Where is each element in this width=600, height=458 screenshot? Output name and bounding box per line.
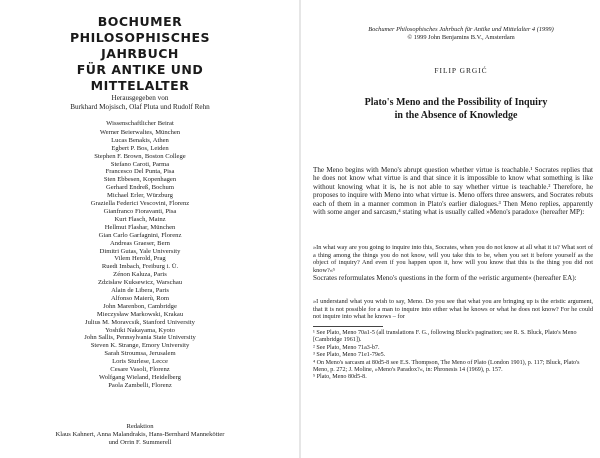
article-title-line: Plato's Meno and the Possibility of Inquiry [364,97,548,108]
board-member: Ruedi Imbach, Freiburg i. Ü. [101,263,179,271]
footnote: ⁴ On Meno's sarcasm at 80d5-8 see E.S. Thompson, The Meno of Plato (London 1901), p. 117; Bluck, Plato's Meno, p. 272; J. Moline, »Meno's Paradox?«, in: Phronesis 14 (1969), p. 157. [313,359,580,374]
board-member: Alain de Libera, Paris [111,287,169,295]
journal-title-line: BOCHUMER [97,14,183,29]
right-page [301,0,600,458]
board-member: Dimitri Gutas, Yale University [99,247,181,255]
board-member: Gianfranco Fioravanti, Pisa [103,207,177,215]
board-member: Zdzisław Kuksewicz, Warschau [97,279,183,287]
article-title [321,96,591,122]
board-member: Gerhard Endreß, Bochum [106,184,174,192]
journal-title-line: MITTELALTER [90,78,190,93]
editors-block [10,94,270,111]
editors-label: Herausgegeben von [111,94,169,102]
block-quote: »In what way are you going to inquire into this, Socrates, when you do not know at all what it is? What sort of a thing among the things you do not know, will you take this to be, when you set it before yourself as the object of inquiry? And even if you happen upon it, how will you know that this is the thing you did not know?«⁵ [313,244,593,274]
body-paragraph: The Meno begins with Meno's abrupt question whether virtue is teachable.¹ Socrates replies that he does not know what virtue is and that since it is impossible to know what something is like without knowing what it is, he is not able to say whether virtue is teachable.² Therefore, he proposes to inquire with Meno into what virtue is. Meno offers three answers, and Socrates rebuts each of them in a manner common in Plato's earlier dialogues.³ Then Meno replies, apparently with some anger and sarcasm,⁴ stating what is usually called »Meno's paradox« (hereafter MP): [313,166,593,217]
board-member: Andreas Graeser, Bern [110,239,170,247]
board-member: Kurt Flasch, Mainz [114,215,166,223]
redaktion-line: Klaus Kahnert, Anna Malandrakis, Hans-Bernhard Mannekötter [55,430,225,438]
citation-line: Bochumer Philosophisches Jahrbuch für Antike und Mittelalter 4 (1999) [368,26,554,33]
footnotes [313,330,593,382]
board-member: Werner Beierwaltes, München [99,128,181,136]
board-member: John Sallis, Pennsylvania State University [84,334,196,342]
board-member: Francesco Del Punta, Pisa [105,168,175,176]
board-member: Zénon Kaluza, Paris [113,271,167,279]
journal-citation [341,26,581,41]
board-member: Michael Erler, Würzburg [107,192,173,200]
editorial-staff [10,423,270,447]
board-member: Sarah Stroumsa, Jerusalem [104,350,176,358]
redaktion-line: und Orrin F. Summerell [108,438,172,446]
footnote: ³ See Plato, Meno 71e1-79e5. [313,352,386,359]
board-member: Yoshiki Nakayama, Kyoto [105,326,175,334]
body-paragraph: Socrates reformulates Meno's questions in the form of the »eristic argument« (hereafter EA): [313,274,577,282]
advisory-board [10,120,270,390]
board-member: Hellmut Flashar, München [104,223,176,231]
article-author: FILIP GRGIĆ [434,66,488,75]
board-member: Steven K. Strange, Emory University [90,342,190,350]
copyright-line: © 1999 John Benjamins B.V., Amsterdam [407,33,515,41]
board-member: Vilem Herold, Prag [114,255,166,263]
footnote-rule [313,326,383,327]
board-member: Lucas Benakis, Athen [111,136,169,144]
footnote: ⁵ Plato, Meno 80d5-8. [313,374,367,381]
board-member: Alfonso Maierù, Rom [110,294,170,302]
article-title-line: in the Absence of Knowledge [394,110,518,121]
board-member: Graziella Federici Vescovini, Florenz [90,200,190,208]
journal-title-line: PHILOSOPHISCHES [69,30,210,45]
journal-title-line: JAHRBUCH [101,46,179,61]
board-member: Sten Ebbesen, Kopenhagen [103,176,177,184]
journal-title-line: FÜR ANTIKE UND [76,62,204,77]
board-member: Cesare Vasoli, Florenz [110,366,170,374]
board-member: John Marenbon, Cambridge [103,302,177,310]
board-member: Julius M. Moravcsik, Stanford University [85,318,195,326]
board-member: Mieczysław Markowski, Krakau [96,310,184,318]
footnote: ² See Plato, Meno 71a3-b7. [313,344,380,351]
journal-title [40,14,240,94]
block-quote: »I understand what you wish to say, Meno. Do you see that what you are bringing up is the eristic argument, that it is not possible for a man to inquire into either what he knows or what he does not know? For he could not inquire into what he knows – for [313,298,593,320]
board-member: Paola Zambelli, Florenz [108,381,172,389]
board-member: Gian Carlo Garfagnini, Florenz [98,231,182,239]
board-member: Egbert P. Bos, Leiden [111,144,169,152]
board-member: Loris Sturlese, Lecce [112,358,168,366]
footnote: ¹ See Plato, Meno 70a1-5 (all translations F. G., following Bluck's pagination; see R. S. Bluck, Plato's Meno [Cambridge 1961]). [313,330,577,344]
board-member: Stefano Caroti, Parma [110,160,170,168]
board-member: Stephen F. Brown, Boston College [94,152,186,160]
redaktion-label: Redaktion [126,423,154,430]
editors-names: Burkhard Mojsisch, Olaf Pluta und Rudolf Rehn [70,102,210,111]
board-label: Wissenschaftlicher Beirat [106,120,174,127]
board-member: Wolfgang Wieland, Heidelberg [99,374,181,381]
left-page [0,0,299,458]
